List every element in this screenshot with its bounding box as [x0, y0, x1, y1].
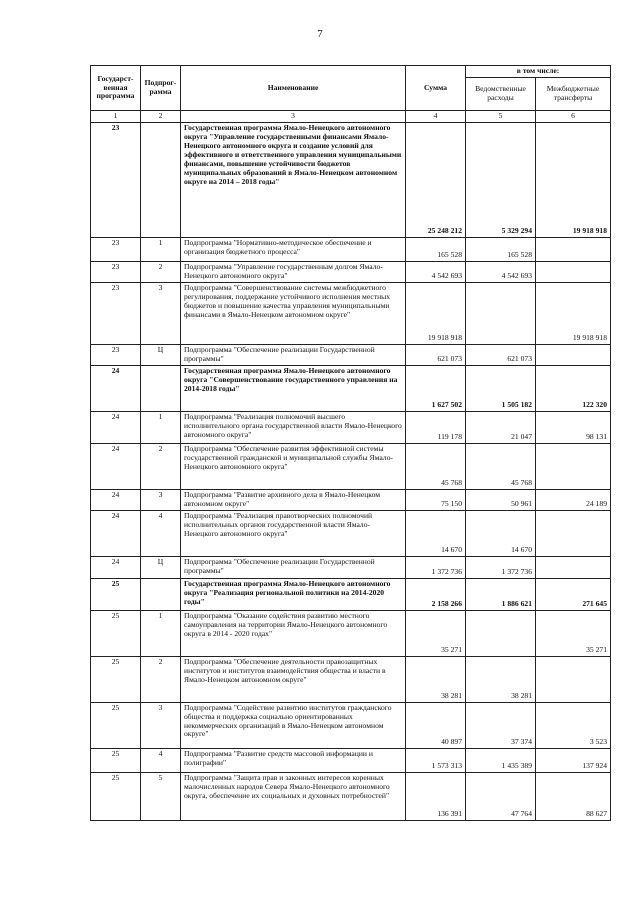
program-code-cell: 25: [91, 610, 141, 656]
subprogram-code-cell: Ц: [141, 556, 181, 578]
subprogram-code-cell: [141, 578, 181, 610]
name-cell: Подпрограмма "Совершенствование системы межбюджетного регулирования, поддержание устойчивого исполнения местных бюджетов и повышение качества управления муниципальными финансами в Ямало-Ненецком автономном округе": [181, 282, 406, 344]
departmental-cell: 47 764: [466, 772, 536, 820]
program-row: [91, 578, 611, 610]
transfers-cell: 271 645: [536, 578, 611, 610]
transfers-cell: 19 918 918: [536, 122, 611, 237]
transfers-cell: 98 131: [536, 411, 611, 443]
departmental-cell: 5 329 294: [466, 122, 536, 237]
subprogram-code-cell: [141, 122, 181, 237]
name-cell: Подпрограмма "Реализация правотворческих полномочий исполнительных органов государственной власти Ямало-Ненецкого автономного округа": [181, 510, 406, 556]
subprogram-row: [91, 261, 611, 282]
subprogram-row: [91, 443, 611, 489]
transfers-cell: [536, 261, 611, 282]
subprogram-code-cell: 5: [141, 772, 181, 820]
subprogram-row: [91, 282, 611, 344]
name-cell: Подпрограмма "Защита прав и законных интересов коренных малочисленных народов Севера Ямало-Ненецкого автономного округа, обеспечение их социальных и духовных потребностей": [181, 772, 406, 820]
sum-cell: 14 670: [406, 510, 466, 556]
subprogram-code-cell: 3: [141, 489, 181, 510]
sum-cell: 1 372 736: [406, 556, 466, 578]
program-code-cell: 23: [91, 261, 141, 282]
program-code-cell: 25: [91, 772, 141, 820]
name-cell: Государственная программа Ямало-Ненецкого автономного округа "Реализация региональной политики на 2014-2020 годы": [181, 578, 406, 610]
col-number: 3: [181, 110, 406, 122]
sum-cell: 38 281: [406, 656, 466, 702]
sum-cell: 136 391: [406, 772, 466, 820]
program-code-cell: 24: [91, 443, 141, 489]
sum-cell: 25 248 212: [406, 122, 466, 237]
program-code-cell: 24: [91, 489, 141, 510]
subprogram-code-cell: 1: [141, 610, 181, 656]
transfers-cell: [536, 237, 611, 261]
sum-cell: 75 150: [406, 489, 466, 510]
subprogram-row: [91, 344, 611, 365]
header-name: Наименование: [181, 66, 406, 111]
name-cell: Подпрограмма "Нормативно-методическое обеспечение и организация бюджетного процесса": [181, 237, 406, 261]
subprogram-code-cell: Ц: [141, 344, 181, 365]
sum-cell: 165 528: [406, 237, 466, 261]
header-subprogram: Подпрог-рамма: [141, 66, 181, 111]
name-cell: Государственная программа Ямало-Ненецкого автономного округа "Управление государственными финансами Ямало-Ненецкого автономного округа и создание условий для эффективного и ответственного управления муниципальными финансами, повышение устойчивости бюджетов муниципальных образований в Ямало-Ненецком автономном округе на 2014 – 2018 годы": [181, 122, 406, 237]
transfers-cell: 137 924: [536, 748, 611, 772]
subprogram-code-cell: 2: [141, 261, 181, 282]
departmental-cell: 1 505 182: [466, 365, 536, 411]
subprogram-code-cell: [141, 365, 181, 411]
subprogram-row: [91, 748, 611, 772]
departmental-cell: 621 073: [466, 344, 536, 365]
header-program: Государст-венная программа: [91, 66, 141, 111]
subprogram-row: [91, 237, 611, 261]
program-code-cell: 25: [91, 656, 141, 702]
departmental-cell: 50 961: [466, 489, 536, 510]
name-cell: Подпрограмма "Развитие архивного дела в Ямало-Ненецком автономном округе": [181, 489, 406, 510]
program-code-cell: 23: [91, 122, 141, 237]
program-code-cell: 25: [91, 748, 141, 772]
sum-cell: 35 271: [406, 610, 466, 656]
sum-cell: 119 178: [406, 411, 466, 443]
program-code-cell: 23: [91, 282, 141, 344]
departmental-cell: 1 886 621: [466, 578, 536, 610]
name-cell: Подпрограмма "Обеспечение реализации Государственной программы": [181, 344, 406, 365]
subprogram-code-cell: 2: [141, 443, 181, 489]
transfers-cell: 35 271: [536, 610, 611, 656]
header-transfers: Межбюджетные трансферты: [536, 77, 611, 110]
program-code-cell: 24: [91, 365, 141, 411]
name-cell: Подпрограмма "Обеспечение деятельности правозащитных институтов и институтов взаимодействия общества и власти в Ямало-Ненецком автономном округе": [181, 656, 406, 702]
transfers-cell: 122 320: [536, 365, 611, 411]
header-including: в том числе:: [466, 66, 611, 78]
departmental-cell: 45 768: [466, 443, 536, 489]
sum-cell: 45 768: [406, 443, 466, 489]
budget-table: [90, 65, 611, 821]
subprogram-code-cell: 3: [141, 702, 181, 748]
name-cell: Подпрограмма "Реализация полномочий высшего исполнительного органа государственной власти Ямало-Ненецкого автономного округа": [181, 411, 406, 443]
program-code-cell: 23: [91, 237, 141, 261]
transfers-cell: [536, 556, 611, 578]
name-cell: Подпрограмма "Управление государственным долгом Ямало-Ненецкого автономного округа": [181, 261, 406, 282]
subprogram-row: [91, 656, 611, 702]
subprogram-row: [91, 510, 611, 556]
col-number: 5: [466, 110, 536, 122]
subprogram-row: [91, 702, 611, 748]
subprogram-code-cell: 1: [141, 237, 181, 261]
program-code-cell: 25: [91, 702, 141, 748]
program-row: [91, 365, 611, 411]
departmental-cell: 1 372 736: [466, 556, 536, 578]
transfers-cell: 19 918 918: [536, 282, 611, 344]
sum-cell: 2 158 266: [406, 578, 466, 610]
col-number: 4: [406, 110, 466, 122]
col-number: 1: [91, 110, 141, 122]
name-cell: Подпрограмма "Содействие развитию институтов гражданского общества и поддержка социально ориентированных некоммерческих организаций в Ямало-Ненецком автономном округе": [181, 702, 406, 748]
transfers-cell: [536, 510, 611, 556]
column-numbers-row: [91, 110, 611, 122]
table-body: [91, 122, 611, 820]
program-row: [91, 122, 611, 237]
departmental-cell: 1 435 389: [466, 748, 536, 772]
sum-cell: 621 073: [406, 344, 466, 365]
program-code-cell: 24: [91, 411, 141, 443]
col-number: 6: [536, 110, 611, 122]
subprogram-code-cell: 1: [141, 411, 181, 443]
transfers-cell: 3 523: [536, 702, 611, 748]
sum-cell: 1 573 313: [406, 748, 466, 772]
name-cell: Государственная программа Ямало-Ненецкого автономного округа "Совершенствование государственного управления на 2014-2018 годы": [181, 365, 406, 411]
sum-cell: 19 918 918: [406, 282, 466, 344]
header-sum: Сумма: [406, 66, 466, 111]
transfers-cell: 88 627: [536, 772, 611, 820]
transfers-cell: [536, 344, 611, 365]
subprogram-code-cell: 4: [141, 510, 181, 556]
program-code-cell: 24: [91, 556, 141, 578]
departmental-cell: 4 542 693: [466, 261, 536, 282]
name-cell: Подпрограмма "Развитие средств массовой информации и полиграфии": [181, 748, 406, 772]
header-departmental: Ведомственные расходы: [466, 77, 536, 110]
departmental-cell: 21 047: [466, 411, 536, 443]
subprogram-code-cell: 2: [141, 656, 181, 702]
page-number: 7: [317, 28, 323, 40]
departmental-cell: 14 670: [466, 510, 536, 556]
program-code-cell: 25: [91, 578, 141, 610]
sum-cell: 4 542 693: [406, 261, 466, 282]
transfers-cell: [536, 656, 611, 702]
subprogram-row: [91, 489, 611, 510]
departmental-cell: 37 374: [466, 702, 536, 748]
subprogram-code-cell: 3: [141, 282, 181, 344]
name-cell: Подпрограмма "Обеспечение развития эффективной системы государственной гражданской и муниципальной службы Ямало-Ненецкого автономного округа": [181, 443, 406, 489]
departmental-cell: 38 281: [466, 656, 536, 702]
sum-cell: 1 627 502: [406, 365, 466, 411]
departmental-cell: 165 528: [466, 237, 536, 261]
subprogram-row: [91, 610, 611, 656]
departmental-cell: [466, 282, 536, 344]
subprogram-code-cell: 4: [141, 748, 181, 772]
subprogram-row: [91, 411, 611, 443]
name-cell: Подпрограмма "Обеспечение реализации Государственной программы": [181, 556, 406, 578]
program-code-cell: 24: [91, 510, 141, 556]
subprogram-row: [91, 772, 611, 820]
transfers-cell: 24 189: [536, 489, 611, 510]
sum-cell: 40 897: [406, 702, 466, 748]
subprogram-row: [91, 556, 611, 578]
name-cell: Подпрограмма "Оказание содействия развитию местного самоуправления на территории Ямало-Ненецкого автономного округа в 2014 - 2020 годах": [181, 610, 406, 656]
departmental-cell: [466, 610, 536, 656]
col-number: 2: [141, 110, 181, 122]
transfers-cell: [536, 443, 611, 489]
program-code-cell: 23: [91, 344, 141, 365]
